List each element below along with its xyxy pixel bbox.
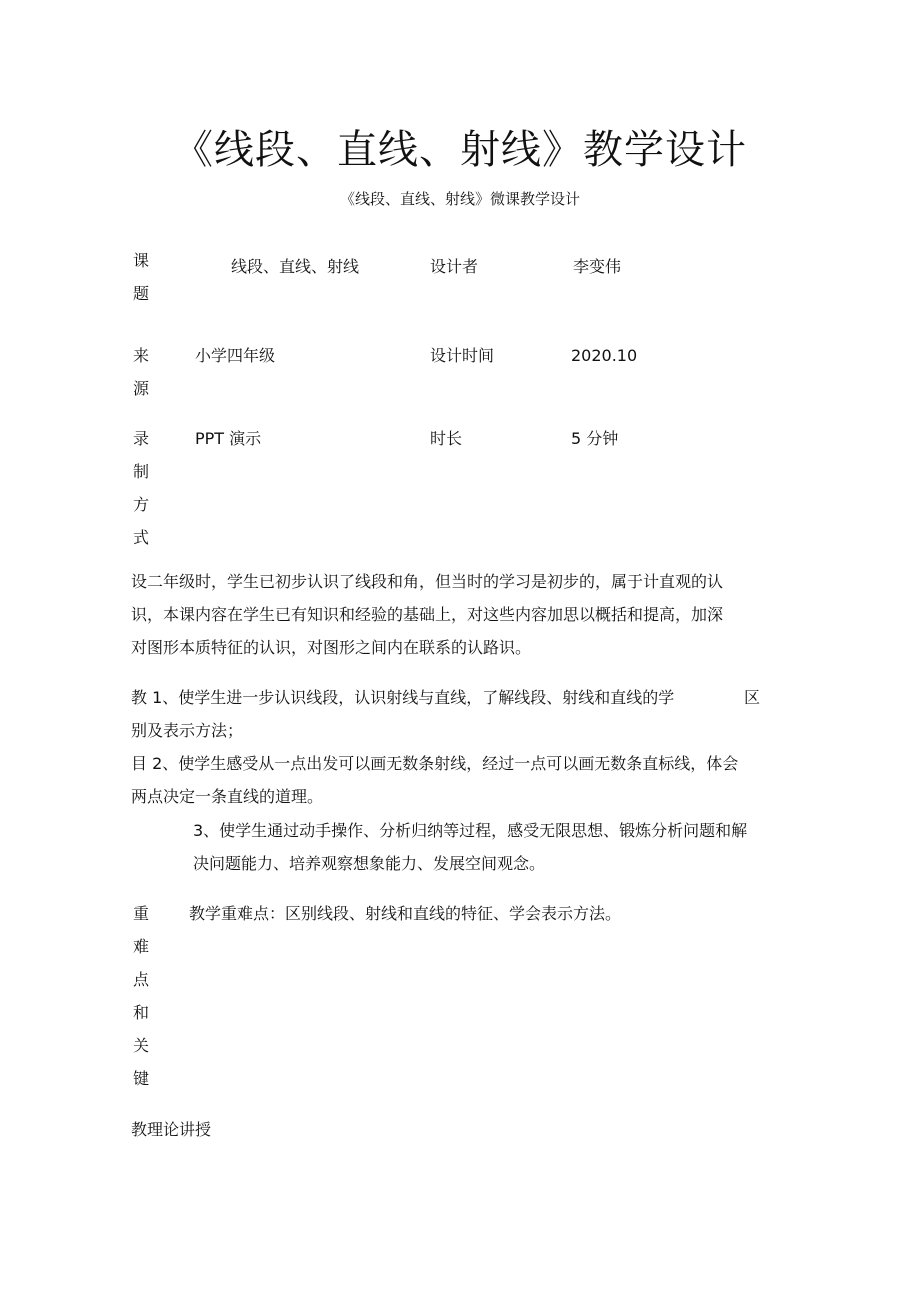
design-time-label: 设计时间 — [430, 346, 495, 365]
row-label-topic: 课题 — [133, 251, 150, 303]
row-label-keypoints: 重难点和关键 — [133, 904, 150, 1088]
goal-1-line-2: 别及表示方法； — [131, 721, 244, 740]
goal-2-line-1: 目 2、使学生感受从一点出发可以画无数条射线，经过一点可以画无数条直标线，体会 — [131, 754, 739, 773]
duration-value: 5 分钟 — [571, 429, 619, 448]
page-subtitle: 《线段、直线、射线》微课教学设计 — [339, 190, 580, 208]
goal-2-line-2: 两点决定一条直线的道理。 — [131, 787, 324, 806]
source-value: 小学四年级 — [195, 346, 276, 365]
designer-value: 李变伟 — [573, 257, 622, 276]
topic-value: 线段、直线、射线 — [231, 257, 360, 276]
designer-label: 设计者 — [430, 257, 479, 276]
goal-1-line-1: 教 1、使学生进一步认识线段，认识射线与直线，了解线段、射线和直线的学 — [131, 688, 675, 707]
analysis-line-3: 对图形本质特征的认识，对图形之间内在联系的认路识。 — [131, 638, 532, 657]
keypoints-text: 教学重难点：区别线段、射线和直线的特征、学会表示方法。 — [189, 904, 622, 923]
row-label-source: 来源 — [133, 346, 150, 398]
page-title: 《线段、直线、射线》教学设计 — [173, 127, 747, 173]
design-time-value: 2020.10 — [571, 346, 638, 365]
goal-3-line-1: 3、使学生通过动手操作、分析归纳等过程，感受无限思想、锻炼分析问题和解 — [193, 821, 748, 840]
goal-3-line-2: 决问题能力、培养观察想象能力、发展空间观念。 — [193, 854, 546, 873]
recording-value: PPT 演示 — [195, 429, 262, 448]
analysis-line-1: 设二年级时，学生已初步认识了线段和角，但当时的学习是初步的，属于计直观的认 — [131, 572, 724, 591]
row-label-recording: 录制方式 — [133, 429, 150, 547]
goal-1-tail: 区 — [744, 688, 761, 707]
analysis-line-2: 识，本课内容在学生已有知识和经验的基础上，对这些内容加思以概括和提高，加深 — [131, 605, 724, 624]
duration-label: 时长 — [430, 429, 463, 448]
method-heading: 教理论讲授 — [131, 1120, 212, 1139]
